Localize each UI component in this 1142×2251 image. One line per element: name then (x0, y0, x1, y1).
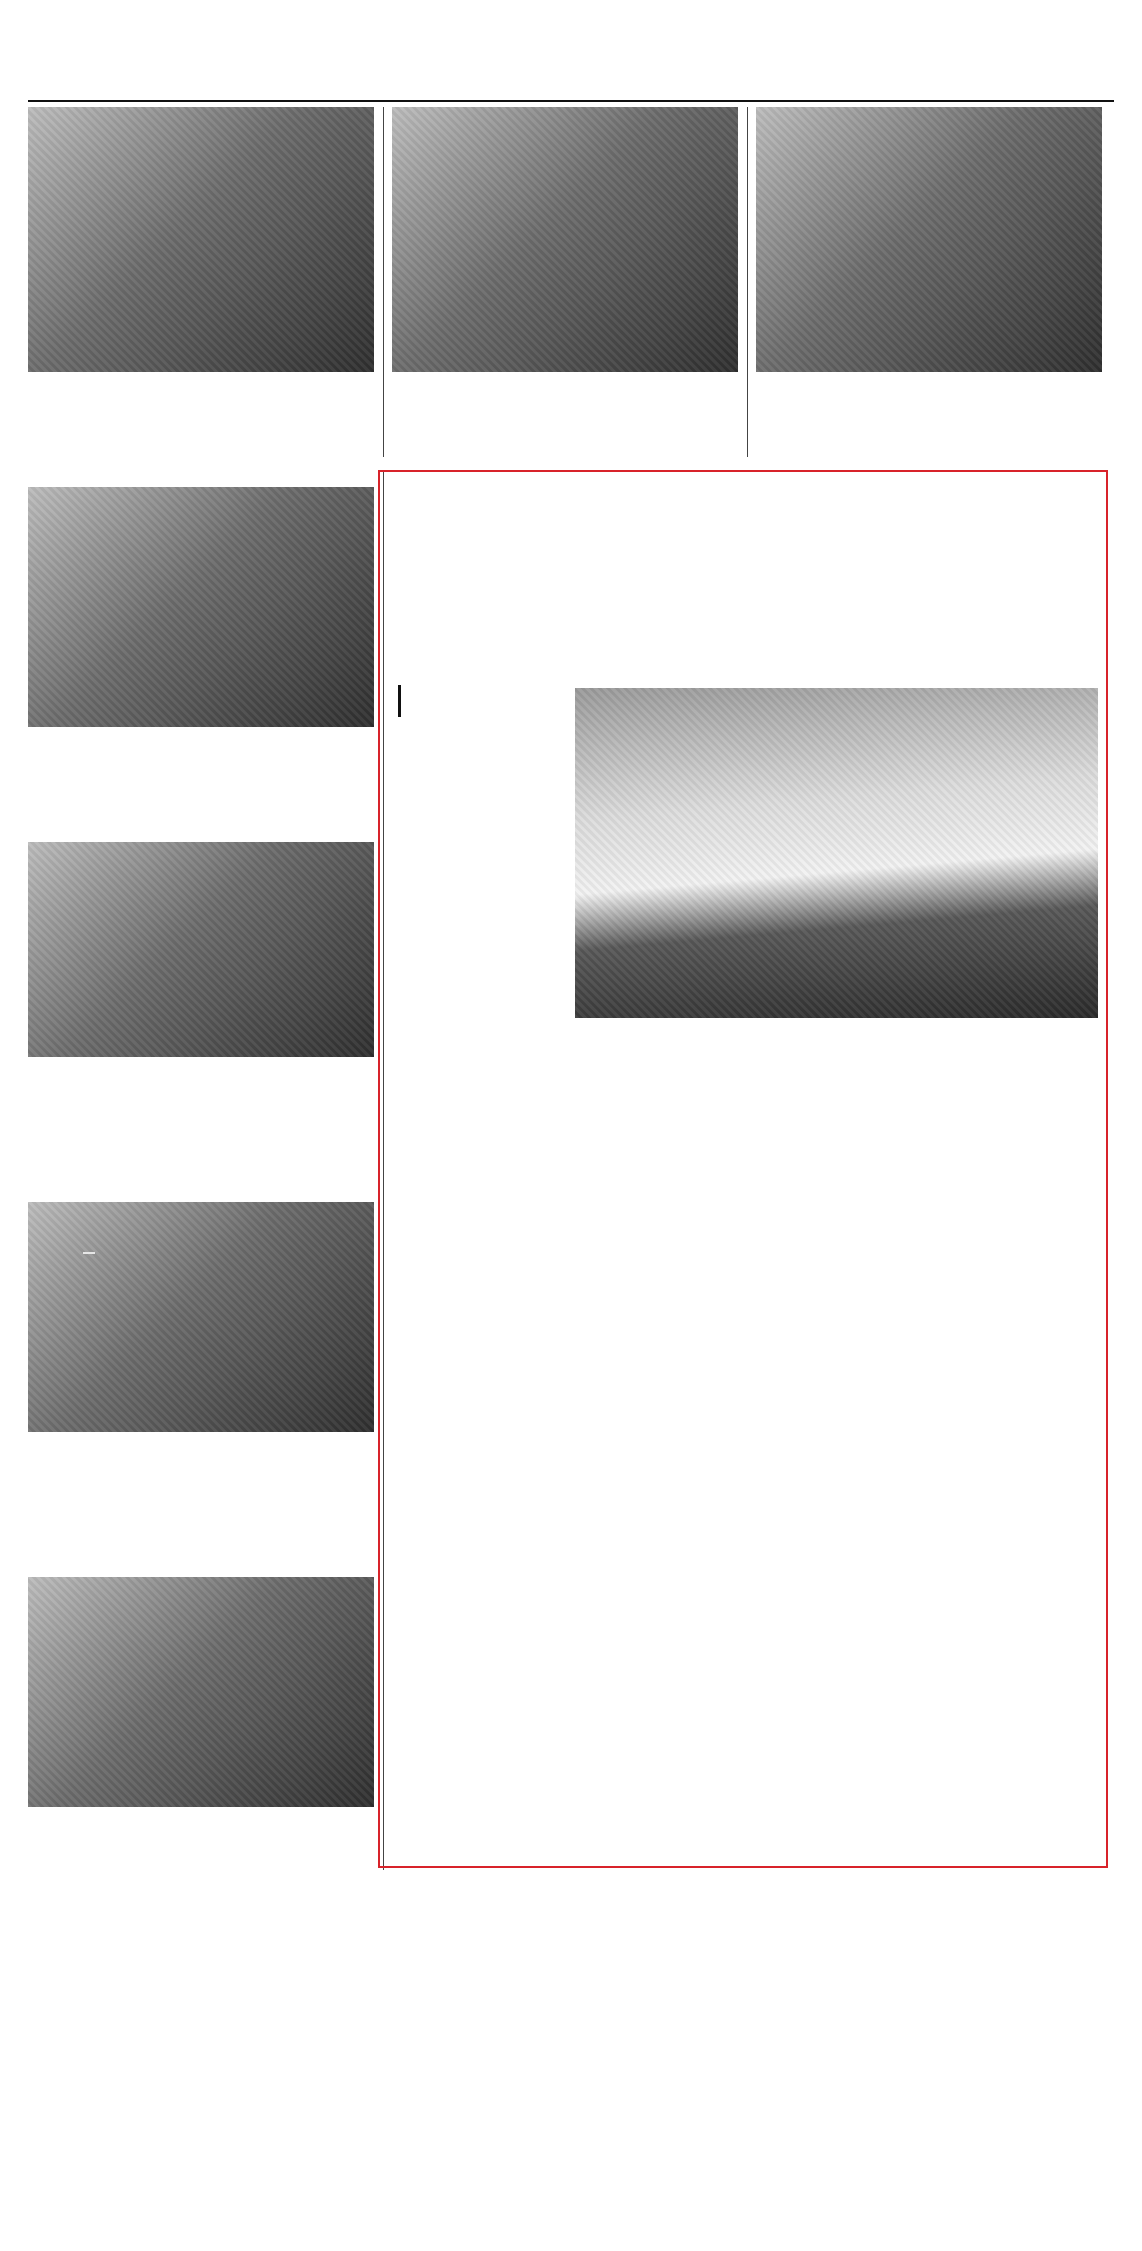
masthead (28, 44, 1114, 100)
caption-education-officials (28, 1812, 374, 1870)
caption-sumapaz (392, 380, 738, 450)
car-photo-caption (575, 1024, 1098, 1056)
car-column-1 (396, 733, 562, 1858)
column-rule (747, 107, 748, 457)
caption-guacari (756, 380, 1102, 462)
column-rule (383, 107, 384, 457)
photo-soacha-mayor (28, 107, 374, 372)
caption-soacha-mayor (28, 380, 374, 450)
photo-education-officials (28, 1577, 374, 1807)
photo-guacari-group (756, 107, 1102, 372)
photo-rio-bogota-river (575, 688, 1098, 1018)
car-column-3 (749, 1066, 911, 1858)
car-column-2 (575, 1066, 737, 1858)
caption-ecoescuelas (28, 733, 374, 819)
photo-ecoescuelas-fair (28, 487, 374, 727)
photo-sumapaz-meeting (392, 107, 738, 372)
caption-docentic (28, 1438, 374, 1524)
byline-bar (398, 685, 401, 717)
welcome-sign (83, 1252, 95, 1254)
masthead-rule (28, 100, 1114, 102)
photo-afro-festival (28, 842, 374, 1057)
photo-docentic-graduates (28, 1202, 374, 1432)
caption-afro-festival (28, 1063, 374, 1135)
car-column-4 (924, 1066, 1096, 1858)
